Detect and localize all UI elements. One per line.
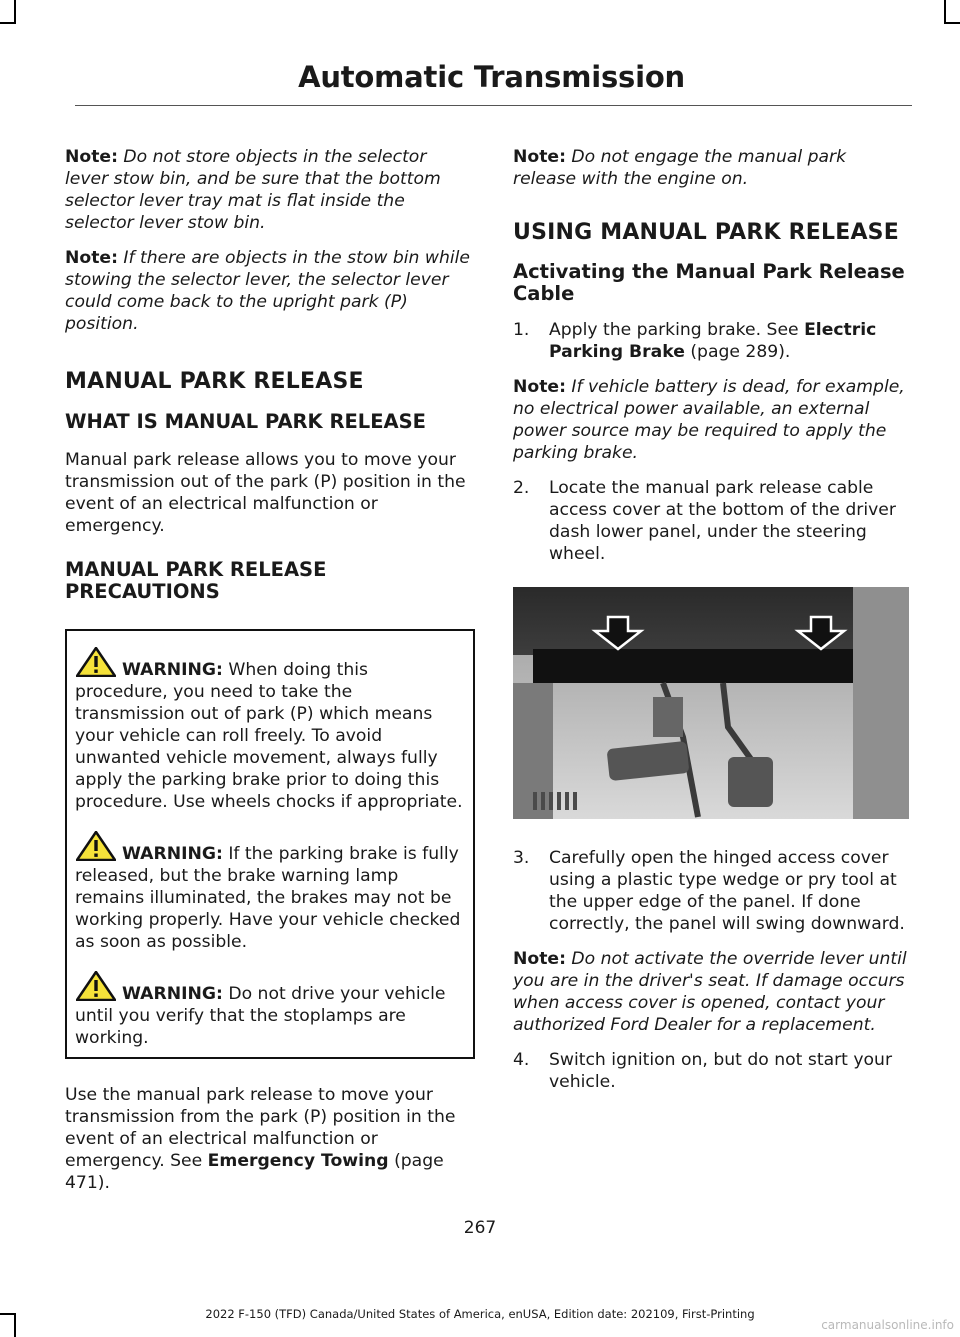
crop-mark (0, 22, 16, 24)
body-paragraph: Use the manual park release to move your transmission from the park (P) position in the event of an electrical malfunction or emergency. See Emergency Towing (page 471). (65, 1085, 456, 1193)
warning-item: WARNING: When doing this procedure, you need to take the transmission out of park (P) which means your vehicle can roll freely. To avoid unwanted vehicle movement, always fully apply the parking brake prior to doing this procedure. Use wheels chocks if appropriate. (75, 647, 465, 813)
warning-box (65, 629, 475, 1059)
subsection-heading: WHAT IS MANUAL PARK RELEASE (65, 410, 426, 433)
step-item: 1. Apply the parking brake. See Electric Parking Brake (page 289). (513, 320, 877, 362)
warning-item: WARNING: If the parking brake is fully released, but the brake warning lamp remains illuminated, the brakes may not be working properly. Have your vehicle checked as soon as possible. (75, 831, 465, 953)
section-heading: MANUAL PARK RELEASE (65, 369, 364, 394)
subsection-heading: Activating the Manual Park Release Cable (513, 260, 905, 305)
left-column (65, 146, 475, 1207)
note: Note: If vehicle battery is dead, for example, no electrical power available, an external power source may be required to apply the parking brake. (513, 377, 905, 463)
subsection-heading: MANUAL PARK RELEASE PRECAUTIONS (65, 558, 327, 603)
page-number: 267 (463, 1218, 497, 1238)
warning-triangle-icon (76, 831, 116, 861)
note: Note: Do not engage the manual park release with the engine on. (513, 147, 847, 189)
dash-panel-illustration (513, 587, 909, 819)
illustration-svg (513, 587, 909, 819)
page-title: Automatic Transmission (298, 60, 685, 94)
crop-mark (944, 22, 960, 24)
section-heading: USING MANUAL PARK RELEASE (513, 220, 899, 245)
header-divider (75, 105, 912, 106)
step-item: 3. Carefully open the hinged access cover using a plastic type wedge or pry tool at the upper edge of the panel. If done correctly, the panel will swing downward. (513, 848, 905, 934)
note: Note: If there are objects in the stow bin while stowing the selector lever, the selector lever could come back to the upright park (P) position. (65, 248, 470, 334)
step-item: 2. Locate the manual park release cable access cover at the bottom of the driver dash lower panel, under the steering wheel. (513, 478, 896, 564)
note: Note: Do not activate the override lever until you are in the driver's seat. If damage occurs when access cover is opened, contact your authorized Ford Dealer for a replacement. (513, 949, 907, 1035)
note: Note: Do not store objects in the selector lever stow bin, and be sure that the bottom selector lever tray mat is flat inside the selector lever stow bin. (65, 147, 441, 233)
cross-reference-link[interactable]: Electric Parking Brake (549, 320, 877, 362)
warning-triangle-icon (76, 971, 116, 1001)
right-column (513, 146, 908, 1106)
watermark: carmanualsonline.info (821, 1318, 954, 1332)
warning-triangle-icon (76, 647, 116, 677)
cross-reference-link[interactable]: Emergency Towing (207, 1151, 389, 1171)
step-item: 4. Switch ignition on, but do not start your vehicle. (513, 1050, 893, 1092)
warning-item: WARNING: Do not drive your vehicle until you verify that the stoplamps are working. (75, 971, 465, 1049)
crop-mark (14, 0, 16, 24)
crop-mark (944, 0, 946, 24)
body-paragraph: Manual park release allows you to move your transmission out of the park (P) position in the event of an electrical malfunction or emergency. (65, 450, 466, 536)
footer-edition-info: 2022 F-150 (TFD) Canada/United States of America, enUSA, Edition date: 202109, First-Printing (205, 1307, 755, 1321)
